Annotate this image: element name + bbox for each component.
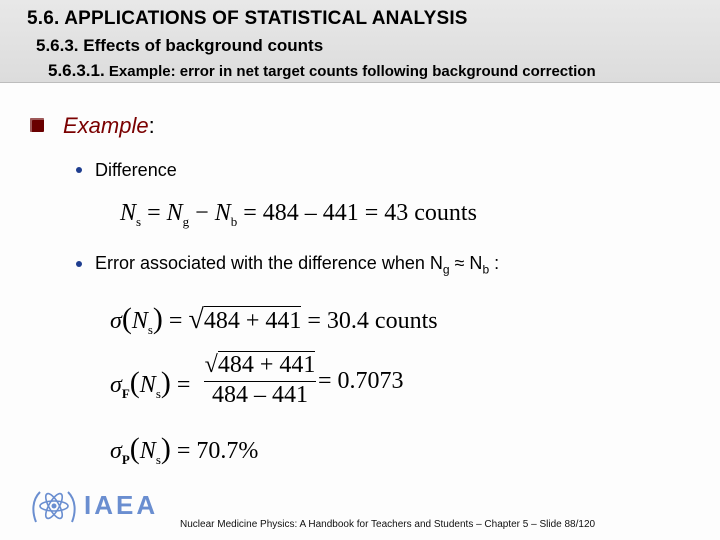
iaea-logo-text: IAEA <box>84 490 159 520</box>
iaea-atom-emblem-icon <box>30 484 78 528</box>
sigma-equation: $\sigma(N_s) = √484 + 441 = 30.4$ counts <box>110 302 438 337</box>
difference-bullet-text: Difference <box>95 160 177 180</box>
bullet-dot-icon <box>76 167 82 173</box>
subsubsection-number: 5.6.3.1. <box>48 61 105 80</box>
bullet-dot-icon <box>76 261 82 267</box>
difference-equation: $N_s = N_g - N_b = 484 - 441 = 43$ counts <box>120 200 477 229</box>
subsubsection-title <box>48 61 596 81</box>
slide-footer: Nuclear Medicine Physics: A Handbook for Teachers and Students – Chapter 5 – Slide 88/120 <box>180 519 596 530</box>
section-title: 5.6. APPLICATIONS OF STATISTICAL ANALYSIS <box>27 8 468 29</box>
example-heading: Example: <box>63 113 155 138</box>
subsection-title: 5.6.3. Effects of background counts <box>36 36 324 55</box>
title-bar <box>0 0 720 83</box>
subsubsection-text: Example: error in net target counts following background correction <box>108 63 596 80</box>
sigma-f-equation: $\sigma_F(N_s)$ = √484 + 441 484 – 441 = 0.7073 <box>110 352 404 408</box>
square-bullet-icon <box>30 118 44 132</box>
sigma-p-equation: $\sigma_P(N_s) = 70.7\%$ <box>110 432 259 467</box>
error-bullet-text: Error associated with the difference when $N_g \approx N_b$ : <box>95 253 500 277</box>
